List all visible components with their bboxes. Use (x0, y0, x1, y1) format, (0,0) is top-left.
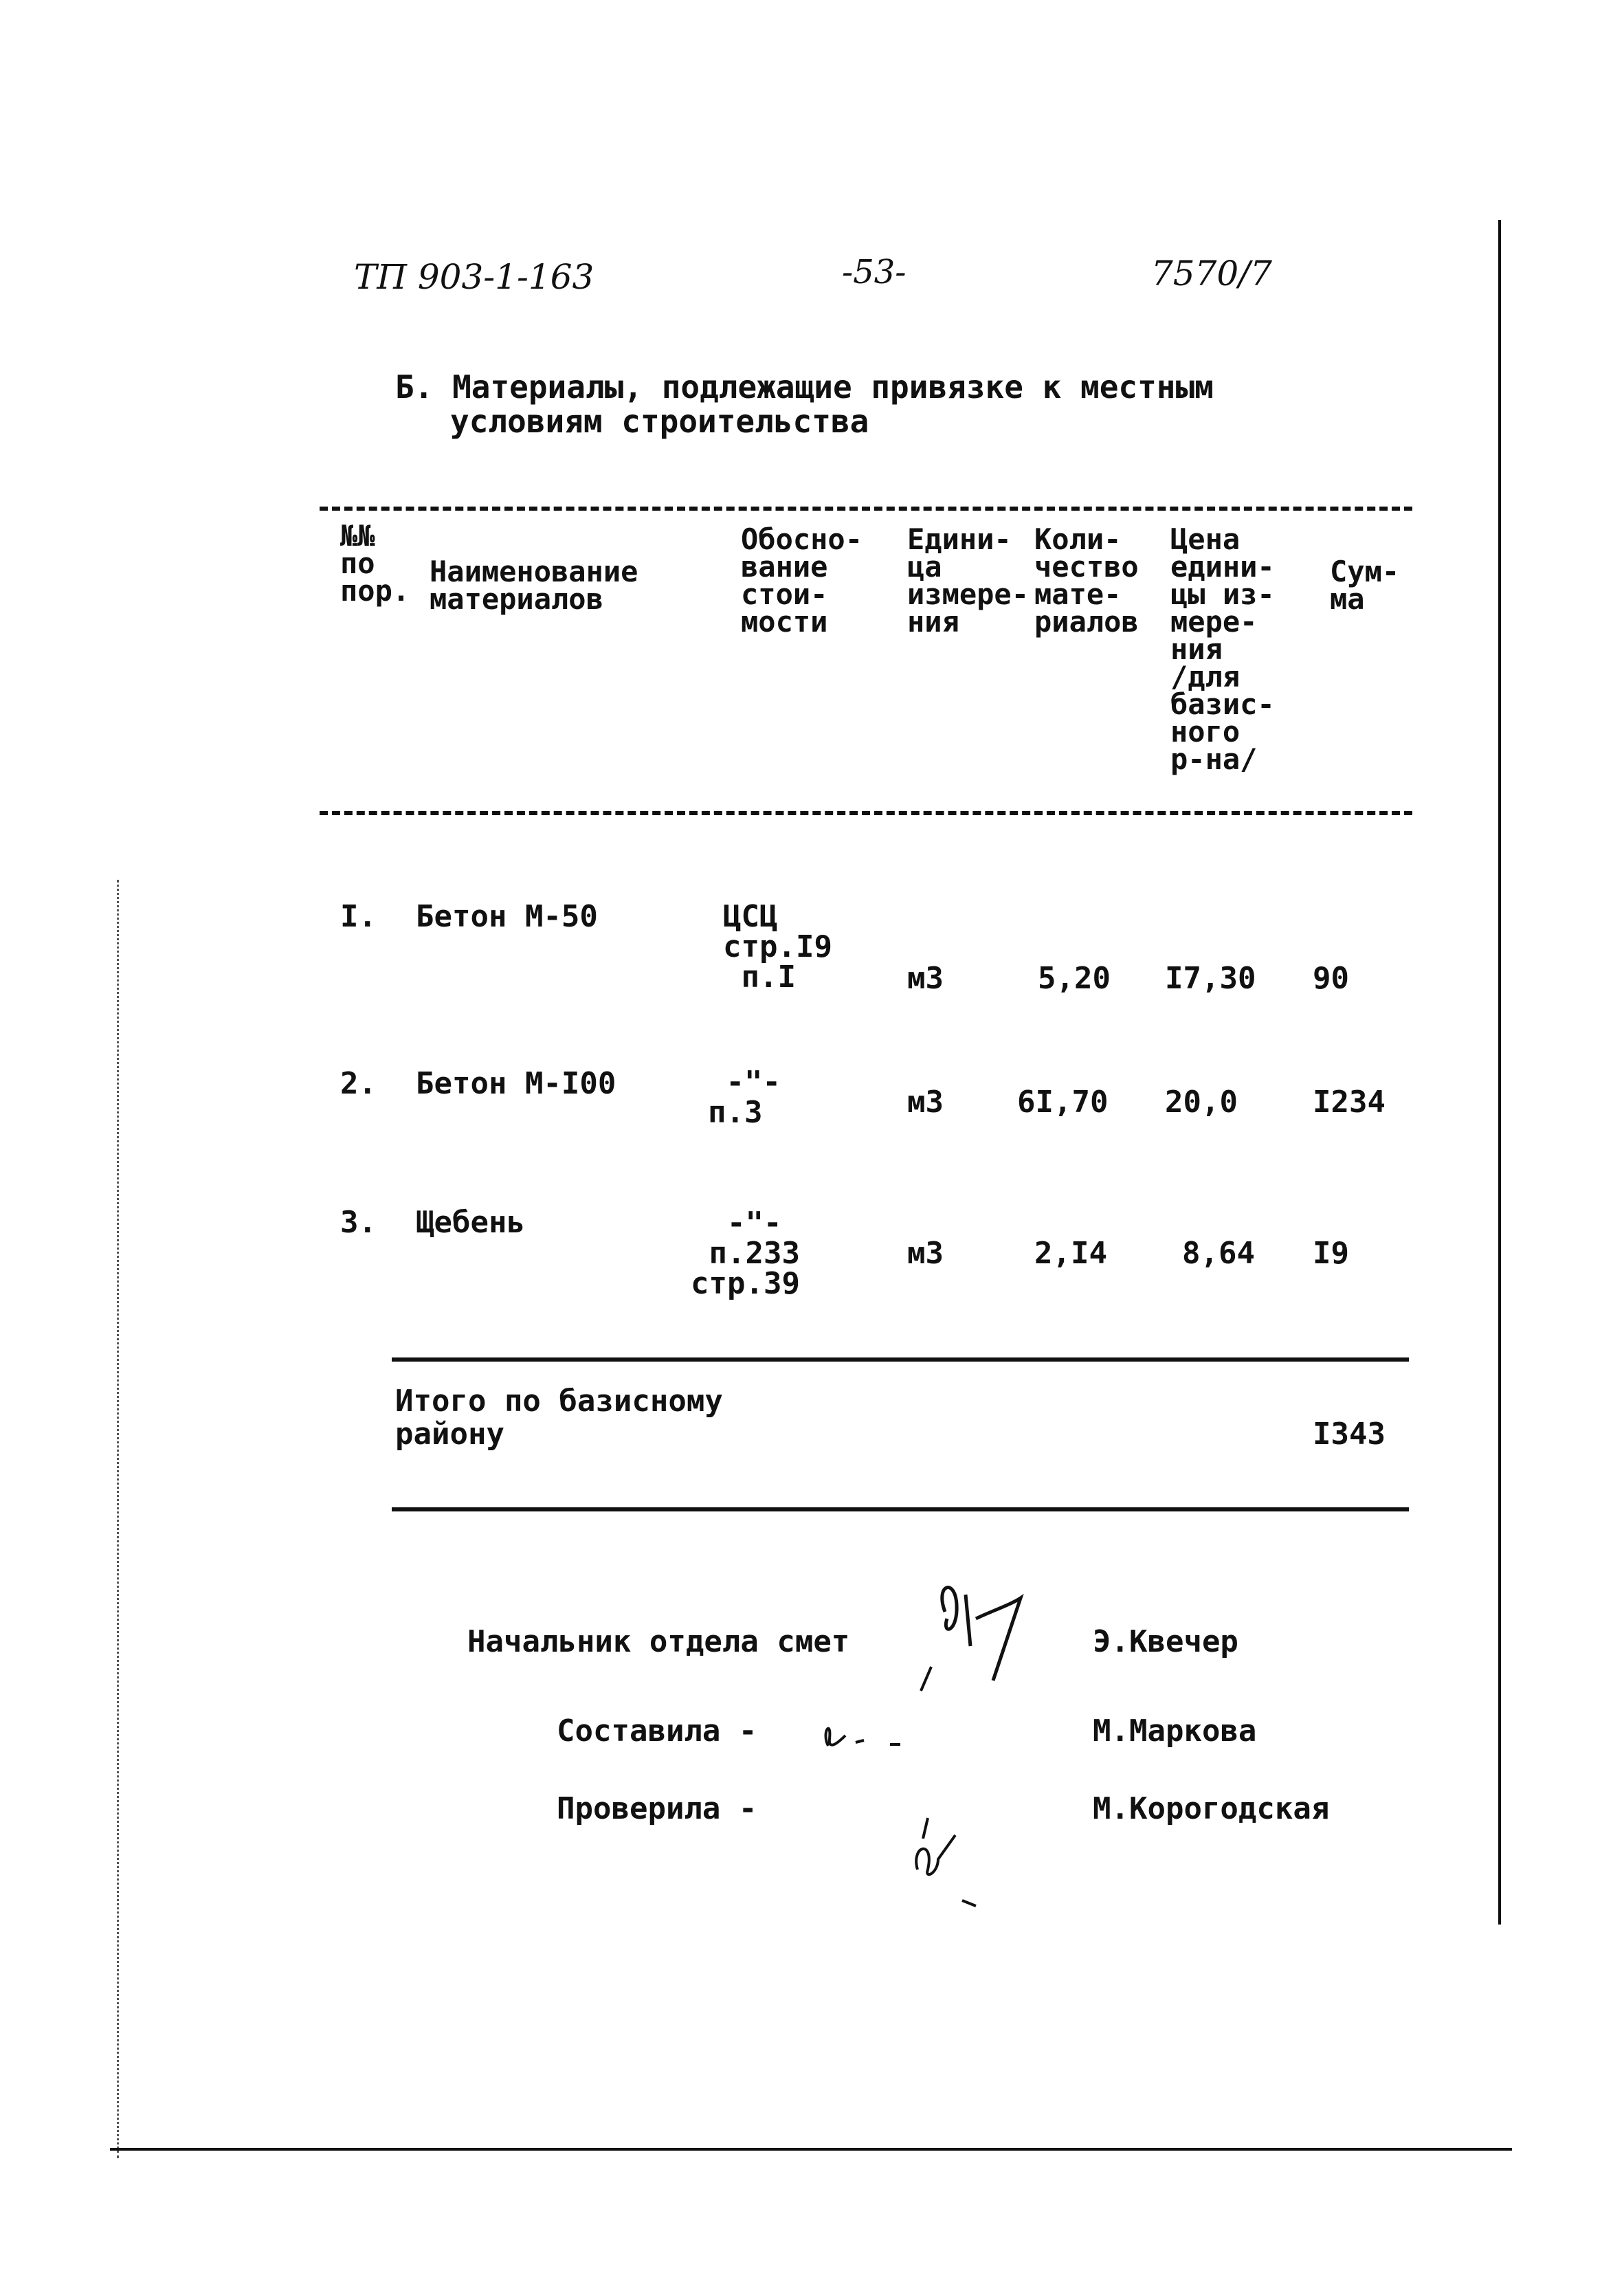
total-label: Итого по базисному району (395, 1384, 723, 1452)
row1-num: I. (340, 899, 377, 934)
total-top-rule (392, 1357, 1409, 1362)
handwritten-signature-checked (897, 1804, 1000, 1907)
header-basis: Обосно- вание стои- мости (741, 522, 863, 639)
signature-name-head: Э.Квечер (1093, 1624, 1238, 1659)
signature-role-head: Начальник отдела смет (467, 1624, 850, 1659)
table-header-top-rule (320, 507, 1412, 511)
row2-name: Бетон М-I00 (416, 1066, 616, 1101)
total-value: I343 (1313, 1417, 1386, 1452)
section-title-line2: условиям строительства (450, 403, 869, 440)
row3-num: 3. (340, 1205, 377, 1240)
page-number: -53- (842, 253, 906, 291)
row1-qty: 5,20 (1038, 961, 1111, 996)
signature-role-checked: Проверила - (557, 1791, 757, 1826)
signature-role-compiled: Составила - (557, 1714, 757, 1749)
table-header-bottom-rule (320, 811, 1412, 815)
header-unit: Едини- ца измере- ния (907, 522, 1030, 639)
total-bottom-rule (392, 1507, 1409, 1511)
header-num: №№ по пор. (340, 519, 410, 608)
header-name: Наименование материалов (430, 555, 638, 616)
row3-qty: 2,I4 (1034, 1236, 1107, 1271)
header-price: Цена едини- цы из- мере- ния /для базис- ного р-на/ (1170, 522, 1275, 776)
row2-price: 20,0 (1165, 1085, 1238, 1120)
catalog-number: 7570/7 (1151, 254, 1272, 293)
header-sum: Сум- ма (1330, 555, 1400, 616)
row3-name: Щебень (416, 1205, 525, 1240)
row2-sum: I234 (1313, 1085, 1386, 1120)
row1-basis: ЦСЦ стр.I9 п.I (723, 899, 832, 995)
doc-number: ТП 903-1-163 (354, 257, 594, 297)
row3-basis: -"- п.233 стр.39 (691, 1206, 800, 1301)
section-title-line1: Б. Материалы, подлежащие привязке к местным (395, 368, 1214, 406)
row2-unit: м3 (907, 1085, 944, 1120)
header-qty: Коли- чество мате- риалов (1034, 522, 1139, 639)
handwritten-signature-compiled (814, 1711, 924, 1760)
row1-sum: 90 (1313, 961, 1349, 996)
bottom-border-line (110, 2148, 1512, 2151)
row3-price: 8,64 (1182, 1236, 1255, 1271)
row1-unit: м3 (907, 961, 944, 996)
row1-price: I7,30 (1165, 961, 1256, 996)
row2-basis: -"- п.3 (708, 1065, 781, 1130)
signature-name-checked: М.Корогодская (1093, 1791, 1330, 1826)
row3-sum: I9 (1313, 1236, 1349, 1271)
left-dotted-margin (117, 880, 119, 2158)
right-border-line (1498, 220, 1501, 1925)
signature-name-compiled: М.Маркова (1093, 1714, 1257, 1749)
row1-name: Бетон М-50 (416, 899, 598, 934)
handwritten-signature-head (907, 1571, 1045, 1722)
row2-num: 2. (340, 1066, 377, 1101)
row2-qty: 6I,70 (1017, 1085, 1109, 1120)
row3-unit: м3 (907, 1236, 944, 1271)
